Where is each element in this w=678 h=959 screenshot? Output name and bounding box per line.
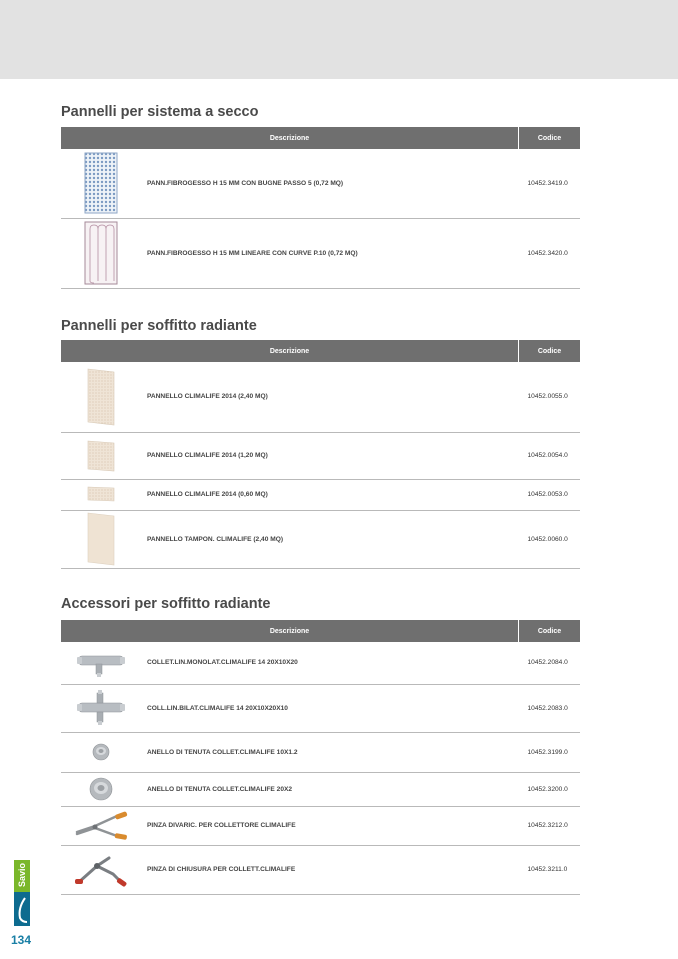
header-description: Descrizione (61, 620, 519, 642)
row-description: PINZA DI CHIUSURA PER COLLETT.CLIMALIFE (141, 845, 519, 894)
row-image (61, 510, 141, 568)
table-header (61, 340, 580, 362)
row-description: PINZA DIVARIC. PER COLLETTORE CLIMALIFE (141, 806, 519, 845)
row-image (61, 642, 141, 684)
table-dry-system-panels (61, 127, 580, 289)
row-code: 10452.3200.0 (519, 772, 581, 806)
closing-pliers-icon (73, 852, 129, 888)
table-row (61, 772, 580, 806)
row-description: PANNELLO CLIMALIFE 2014 (2,40 MQ) (141, 362, 519, 432)
table-row (61, 684, 580, 732)
climalife-panel-medium-icon (86, 440, 116, 472)
row-image (61, 432, 141, 479)
expanding-pliers-icon (73, 810, 129, 842)
climalife-panel-small-icon (86, 486, 116, 502)
logo-green-block (14, 860, 30, 892)
table-row (61, 362, 580, 432)
table-header (61, 620, 580, 642)
row-code: 10452.3199.0 (519, 732, 581, 772)
row-image (61, 218, 141, 288)
page-number: 134 (11, 933, 32, 947)
row-description: ANELLO DI TENUTA COLLET.CLIMALIFE 10X1.2 (141, 732, 519, 772)
row-image (61, 684, 141, 732)
row-description: PANNELLO TAMPON. CLIMALIFE (2,40 MQ) (141, 510, 519, 568)
table-radiant-ceiling-panels (61, 340, 580, 569)
row-description: PANN.FIBROGESSO H 15 MM CON BUGNE PASSO 5 (0,72 MQ) (141, 149, 519, 218)
row-code: 10452.3420.0 (519, 218, 581, 288)
row-code: 10452.0055.0 (519, 362, 581, 432)
row-code: 10452.0060.0 (519, 510, 581, 568)
section-title-radiant-ceiling-accessories: Accessori per soffitto radiante (61, 596, 271, 612)
row-description: PANNELLO CLIMALIFE 2014 (1,20 MQ) (141, 432, 519, 479)
row-image (61, 845, 141, 894)
table-row (61, 642, 580, 684)
sealing-ring-large-icon (88, 776, 114, 802)
savio-logo (14, 860, 30, 926)
table-row (61, 510, 580, 568)
row-code: 10452.3212.0 (519, 806, 581, 845)
studded-gypsum-panel-icon (84, 152, 118, 214)
table-row (61, 732, 580, 772)
brand-name: Savio (17, 863, 27, 888)
top-banner (0, 0, 678, 79)
row-code: 10452.3211.0 (519, 845, 581, 894)
row-code: 10452.2084.0 (519, 642, 581, 684)
sealing-ring-small-icon (90, 741, 112, 763)
row-description: ANELLO DI TENUTA COLLET.CLIMALIFE 20X2 (141, 772, 519, 806)
single-sided-manifold-icon (76, 648, 126, 678)
row-image (61, 732, 141, 772)
row-image (61, 362, 141, 432)
row-image (61, 149, 141, 218)
table-row (61, 806, 580, 845)
header-description: Descrizione (61, 127, 519, 149)
header-code: Codice (519, 340, 581, 362)
linear-gypsum-panel-icon (84, 221, 118, 285)
row-image (61, 772, 141, 806)
row-code: 10452.0054.0 (519, 432, 581, 479)
table-row (61, 149, 580, 218)
header-code: Codice (519, 127, 581, 149)
row-description: COLLET.LIN.MONOLAT.CLIMALIFE 14 20X10X20 (141, 642, 519, 684)
header-code: Codice (519, 620, 581, 642)
table-row (61, 479, 580, 510)
section-title-dry-system: Pannelli per sistema a secco (61, 104, 259, 120)
savio-swoosh-icon (16, 896, 28, 924)
row-image (61, 806, 141, 845)
row-description: PANN.FIBROGESSO H 15 MM LINEARE CON CURVE P.10 (0,72 MQ) (141, 218, 519, 288)
table-row (61, 218, 580, 288)
climalife-panel-large-icon (86, 368, 116, 426)
table-radiant-ceiling-accessories (61, 620, 580, 895)
row-code: 10452.3419.0 (519, 149, 581, 218)
blank-panel-icon (86, 512, 116, 566)
row-image (61, 479, 141, 510)
table-row (61, 432, 580, 479)
double-sided-manifold-icon (76, 690, 126, 726)
row-description: PANNELLO CLIMALIFE 2014 (0,60 MQ) (141, 479, 519, 510)
header-description: Descrizione (61, 340, 519, 362)
row-description: COLL.LIN.BILAT.CLIMALIFE 14 20X10X20X10 (141, 684, 519, 732)
row-code: 10452.2083.0 (519, 684, 581, 732)
row-code: 10452.0053.0 (519, 479, 581, 510)
table-header (61, 127, 580, 149)
section-title-radiant-ceiling-panels: Pannelli per soffitto radiante (61, 318, 257, 334)
table-row (61, 845, 580, 894)
